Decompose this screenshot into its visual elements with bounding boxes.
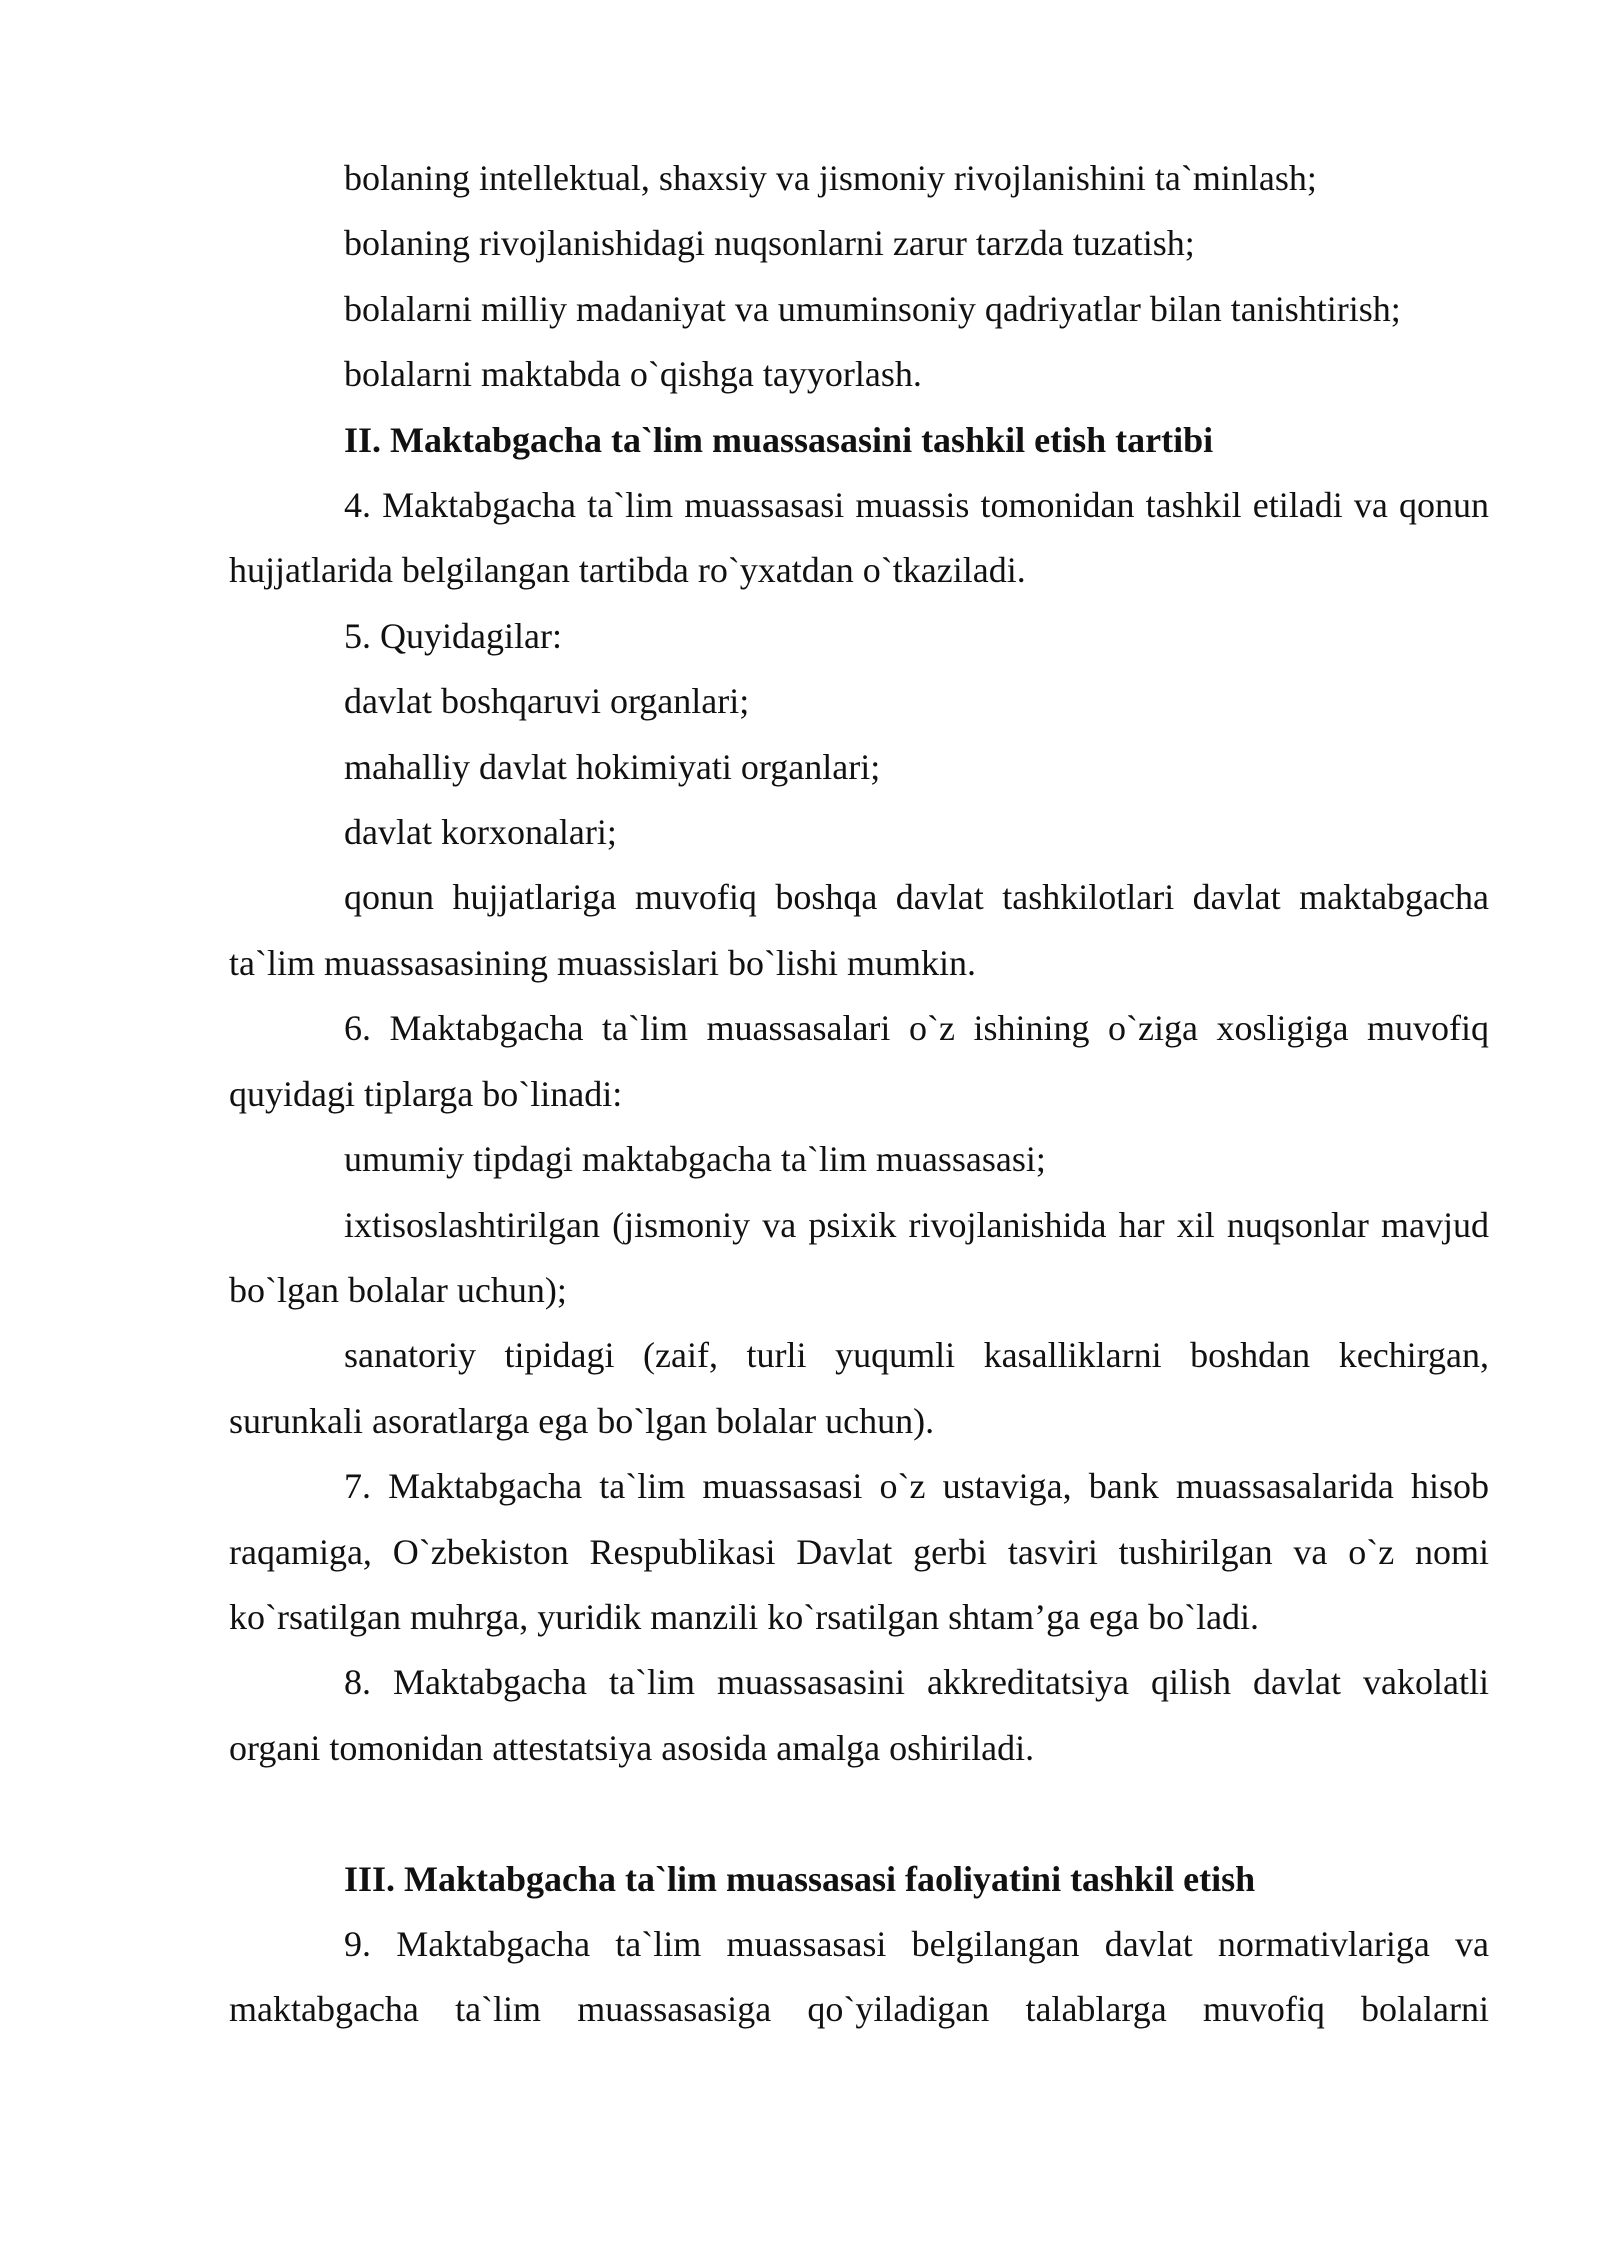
paragraph: ixtisoslashtirilgan (jismoniy va psixik rivojlanishida har xil nuqsonlar mavjud bo`lgan bolalar uchun); <box>229 1204 1489 1310</box>
paragraph: 9. Maktabgacha ta`lim muassasasi belgilangan davlat normativlariga va maktabgacha ta`lim muassasasiga qo`yiladigan talablarga muvofiq bolalarni <box>229 1923 1489 2030</box>
paragraph: 5. Quyidagilar: <box>344 615 562 656</box>
paragraph: 4. Maktabgacha ta`lim muassasasi muassis tomonidan tashkil etiladi va qonun hujjatlarida belgilangan tartibda ro`yxatdan o`tkaziladi. <box>229 485 1489 591</box>
document-page <box>229 146 1489 2043</box>
list-item: bolaning intellektual, shaxsiy va jismoniy rivojlanishini ta`minlash; <box>344 158 1317 198</box>
list-item: mahalliy davlat hokimiyati organlari; <box>344 746 881 787</box>
section-heading: II. Maktabgacha ta`lim muassasasini tashkil etish tartibi <box>344 419 1214 460</box>
paragraph: qonun hujjatlariga muvofiq boshqa davlat tashkilotlari davlat maktabgacha ta`lim muassasasining muassislari bo`lishi mumkin. <box>229 877 1489 983</box>
list-item: umumiy tipdagi maktabgacha ta`lim muassasasi; <box>344 1139 1046 1180</box>
paragraph: sanatoriy tipidagi (zaif, turli yuqumli kasalliklarni boshdan kechirgan, surunkali asoratlarga ega bo`lgan bolalar uchun). <box>229 1335 1489 1441</box>
list-item: bolalarni milliy madaniyat va umuminsoniy qadriyatlar bilan tanishtirish; <box>344 288 1401 329</box>
paragraph: 6. Maktabgacha ta`lim muassasalari o`z ishining o`ziga xosligiga muvofiq quyidagi tiplarga bo`linadi: <box>229 1008 1489 1114</box>
list-item: davlat korxonalari; <box>344 812 617 853</box>
list-item: bolaning rivojlanishidagi nuqsonlarni zarur tarzda tuzatish; <box>344 223 1195 264</box>
blank-line <box>229 1781 1489 1846</box>
list-item: bolalarni maktabda o`qishga tayyorlash. <box>344 354 922 395</box>
paragraph: 7. Maktabgacha ta`lim muassasasi o`z ustaviga, bank muassasalarida hisob raqamiga, O`zbekiston Respublikasi Davlat gerbi tasviri tushirilgan va o`z nomi ko`rsatilgan muhrga, yuridik manzili ko`rsatilgan shtam’ga ega bo`ladi. <box>229 1466 1489 1637</box>
paragraph: 8. Maktabgacha ta`lim muassasasini akkreditatsiya qilish davlat vakolatli organi tomonidan attestatsiya asosida amalga oshiriladi. <box>229 1662 1489 1768</box>
list-item: davlat boshqaruvi organlari; <box>344 681 750 722</box>
section-heading: III. Maktabgacha ta`lim muassasasi faoliyatini tashkil etish <box>344 1858 1256 1899</box>
